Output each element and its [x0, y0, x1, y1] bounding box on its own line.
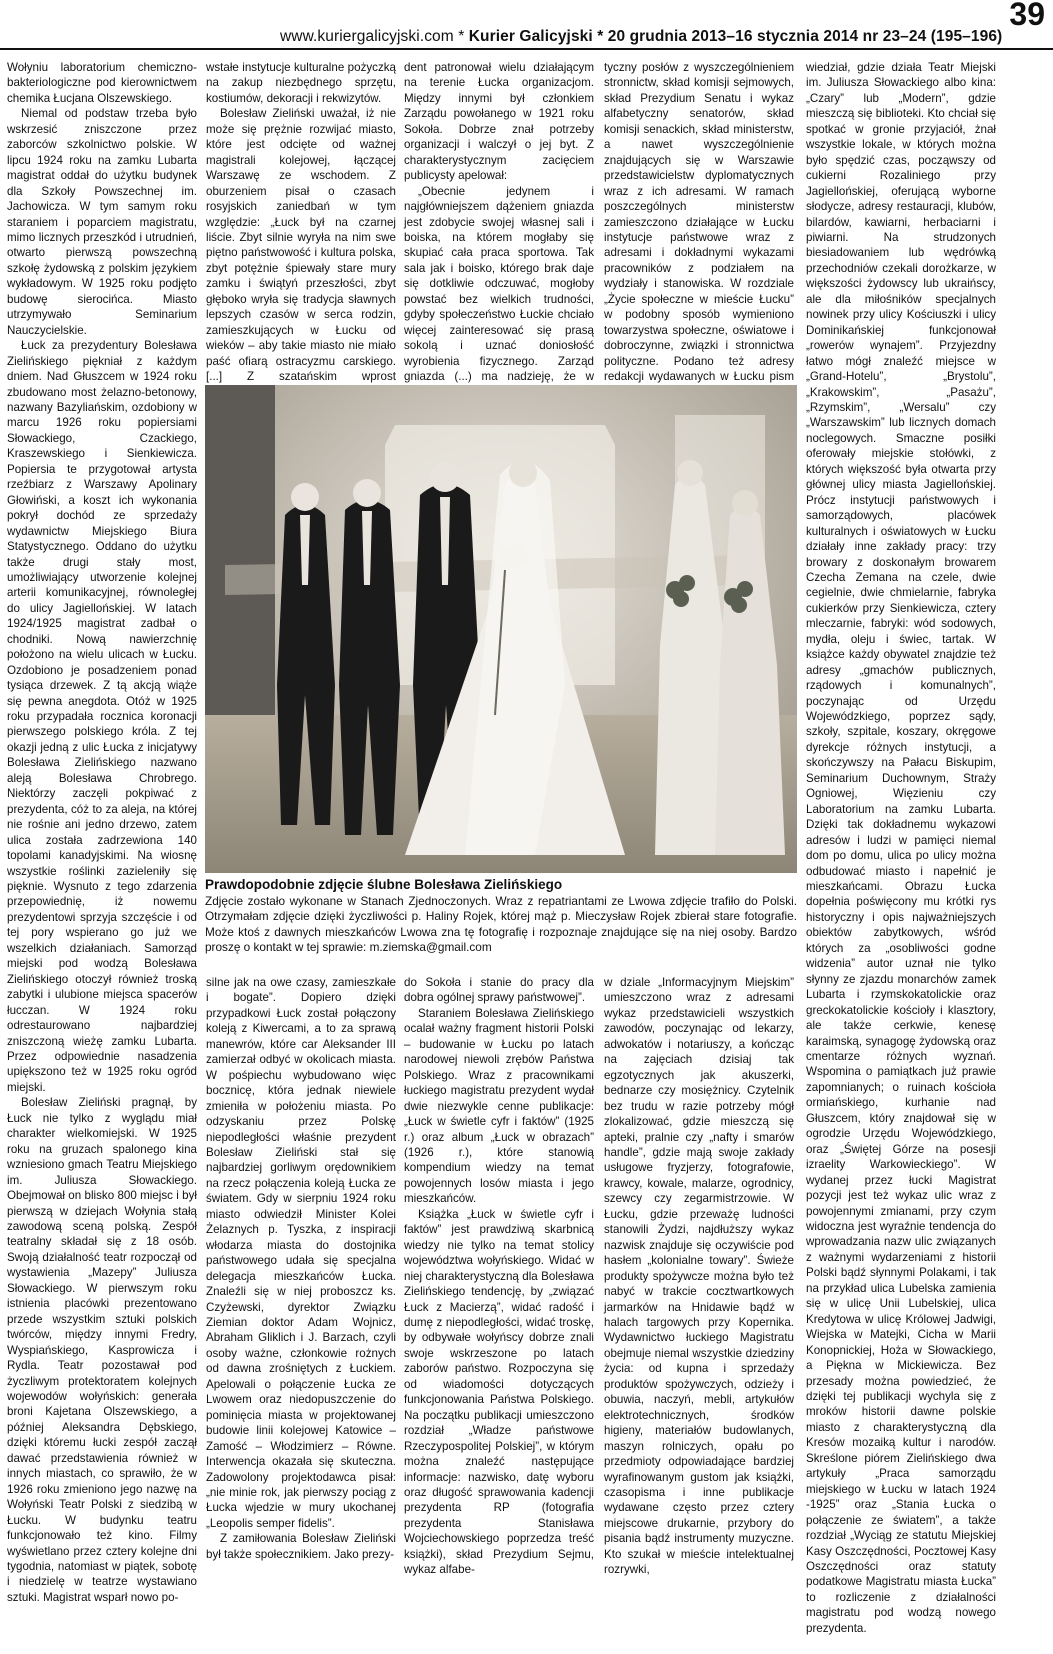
article-column-4-top: [604, 60, 794, 384]
wedding-photo-illustration: [205, 385, 797, 873]
article-column-1: [7, 60, 197, 1650]
article-column-4-bottom: [604, 975, 794, 1650]
article-column-2-bottom: [206, 975, 396, 1650]
page-number: 39: [1009, 0, 1045, 32]
paragraph: dent patronował wielu działającym na terenie Łucka organizacjom. Między innymi był członkiem Zarządu powołanego w 1921 roku Sokoła. Dobrze znał potrzeby organizacji i walczył o jej byt. Z charakterystycznym zacięciem publicysty apelował:: [404, 61, 594, 183]
paragraph: Bolesław Zieliński uważał, iż nie może się prężnie rozwijać miasto, które jest odcięte od ważnej magistrali kolejowej, łączącej Warszawę ze wschodem. Z oburzeniem pisał o czasach rosyjskich zaniedbań w tym względzie: „Łuck był na czarnej liście. Zbyt silnie wyryła na nim swe piętno państwowość i kultura polska, zbyt potężnie śpiewały stare mury zamku i świątyń przeszłości, zbyt głęboko wryła się tradycja sławnych lepszych czasów w serca rodzin, zamieszkujących w Łucku od wieków – aby takie miasto nie miało paść ofiarą ostracyzmu carskiego. [...] Z szatańskim wprost: [206, 107, 396, 384]
paragraph: Z zamiłowania Bolesław Zieliński był także społecznikiem. Jako prezy-: [206, 1532, 396, 1561]
caption-title: Prawdopodobnie zdjęcie ślubne Bolesława Zielińskiego: [205, 877, 563, 892]
paragraph: silne jak na owe czasy, zamieszkałe i bogate”. Dopiero dzięki przypadkowi Łuck został połączony koleją z Kiwercami, a to za sprawą manewrów, które car Aleksander III zamierzał odbyć w okolicach miasta. W pośpiechu wybudowano więc bocznicę, która jednak niewiele zmieniła w położeniu miasta. Po odzyskaniu przez Polskę niepodległości właśnie prezydent Bolesław Zieliński stał się najbardziej gorliwym orędownikiem na rzecz połączenia koleją Łucka ze światem. Gdy w sierpniu 1924 roku miasto odwiedził Minister Kolei Żelaznych p. Tyszka, z inspiracji włodarza miasta do dostojnika państwowego udała się specjalna delegacja mieszkańców Łucka. Znaleźli się w niej proboszcz ks. Czyżewski, dyrektor Związku Ziemian doktor Adam Wojnicz, Abraham Gliklich i J. Barzach, czyli osoby ważne, członkowie rożnych od dawna zrośniętych z Łuckiem. Apelowali o połączenie Łucka ze Lwowem oraz niedopuszczenie do pominięcia miasta w projektowanej budowie linii kolejowej Katowice – Zamość – Włodzimierz – Równe. Interwencja okazała się skuteczna. Zadowolony projektodawca pisał: „nie minie rok, jak pierwszy pociąg z Łucka wjedzie w mury ukochanej „Leopolis semper fidelis”.: [206, 976, 396, 1530]
wedding-photo: [205, 385, 797, 873]
paragraph: Książka „Łuck w świetle cyfr i faktów” jest prawdziwą skarbnicą wiedzy nie tylko na temat stolicy województwa wołyńskiego. Widać w niej charakterystyczną dla Bolesława Zielińskiego tendencję, by „związać Łuck z Macierzą”, widać radość i dumę z niepodległości, widać troskę, by odbywałe wołyńscy dobrze znali swoje wskrzeszone po latach zaborów państwo. Rozpoczyna się od wiadomości dotyczących funkcjonowania Państwa Polskiego. Na początku publikacji umieszczono rozdział „Władze państwowe Rzeczypospolitej Polskiej”, w którym można znaleźć następujące informacje: nazwisko, datę wyboru oraz długość sprawowania kadencji prezydenta RP (fotografia prezydenta Stanisława Wojciechowskiego poprzedza treść książki), skład Prezydium Sejmu, wykaz alfabe-: [404, 1207, 594, 1577]
paragraph: wiedział, gdzie działa Teatr Miejski im. Juliusza Słowackiego albo kina: „Czary” lub „Modern”, gdzie mieszczą się biblioteki. Kto chciał się spotkać w gronie przyjaciół, żnał wszystkie lokale, w których można było spędzić czas, począwszy od cukierni Rozaliniego przy Jagiellońskiej, oferującą wyborne słodycze, adresy restauracji, klubów, bilardów, kawiarni, herbaciarni i piwiarni. Na strudzonych biesiadowaniem lub wędrówką przechodniów czekali dorożkarze, w większości żydowscy lub ukraińscy, ale dla miłośników specjalnych nowinek przy ulicy Kościuszki i ulicy Dominikańskiej funkcjonował „rowerów wynajem”. Przyjezdny łatwo mógł znaleźć miejsce w „Grand-Hotelu”, „Brystolu”, „Krakowskim”, „Pasażu”, „Rzymskim”, „Wersalu” czy „Warszawskim” lub licznych domach noclegowych. Smaczne posiłki oferowały miejskie stołówki, z których większość była otwarta przy głównej ulicy miasta Jagiellońskiej. Prócz instytucji państwowych i samorządowych, placówek kulturalnych i oświatowych w Łucku działały inne zakłady pracy: trzy browary z doskonałym browarem Czecha Zemana na czele, dwie cegielnie, dwie chmielarnie, fabryka cukierków przy Sienkiewicza, cztery mleczarnie, fabryki: wód sodowych, mydła, oleju i świec, tartak. W książce każdy obywatel znajdzie też adresy „gmachów publicznych, rządowych i komunalnych”, poczynając od Urzędu Wojewódzkiego, poprzez sądy, szkoły, szpitale, koszary, okręgowe dyrekcje różnych instytucji, a skończywszy na Pałacu Biskupim, Seminarium Duchownym, Straży Ogniowej, Więzieniu czy Laboratorium na zamku Lubarta. Dzięki tak dokładnemu wykazowi adresów i ludzi w pamięci niemal dom po domu, ulica po ulicy można odbudować miasto i napełnić je mieszkańcami. Obrazu Łucka dopełnia poświęcony mu krótki rys historyczny i opis najważniejszych obiektów zabytkowych, wśród których za „osobliwości godne widzenia” autor uznał nie tylko słynny ze zjazdu monarchów zamek Lubarta i rzymskokatolickie oraz greckokatolickie kościoły i klasztory, ale także cerkwie, kenesę karaimską, synagogę żydowską oraz cmentarze różnych wyznań. Wspomina o pamiątkach już prawie zapomnianych; o ruinach kościoła ormiańskiego, kurhanie nad Głuszcem, który znajdował się w ogrodzie Urzędu Wojewódzkiego, oraz „Świętej Górze na posesji izraelity Warkowieckiego”. W wydanej przez łucki Magistrat pozycji jest też wykaz ulic wraz z powojennymi zmianami, przy czym widoczna jest wyraźnie tendencja do wprowadzania nazw ulic związanych z ważnymi wydarzeniami z historii Polski bądź słynnymi Polakami, i tak na przykład ulica Lubelska zamienia się w ulicę Unii Lubelskiej, ulica Kredytowa w ulicę Królowej Jadwigi, Wiejska w Matejki, Cicha w Marii Konopnickiej, Hoża w Słowackiego, a Piękna w Mickiewicza. Bez przesady można powiedzieć, że dzięki tej publikacji wychyla się z mroków historii dawne polskie miasto z charakterystyczną dla Kresów mozaiką kultur i narodów. Skreślone piórem Zielińskiego dwa artykuły „Praca samorządu miejskiego w Łucku w latach 1924 -1925” oraz „Stania Łucka o połączenie ze światem”, a także rozdział „Wyciąg ze statutu Miejskiej Kasy Oszczędności, Pocztowej Kasy Oszczędności oraz statuty podatkowe Magistratu miasta Łucka” to rozliczenie z działalności magistratu pod wodzą nowego prezydenta.: [806, 61, 996, 1635]
site-url[interactable]: www.kuriergalicyjski.com: [280, 28, 454, 45]
header-rule: [0, 48, 1053, 50]
issue-info: Kurier Galicyjski * 20 grudnia 2013–16 stycznia 2014 nr 23–24 (195–196): [468, 28, 1003, 45]
paragraph: do Sokoła i stanie do pracy dla dobra ogólnej sprawy państwowej”.: [404, 976, 594, 1005]
page-header: [0, 0, 1053, 50]
paragraph: Łuck za prezydentury Bolesława Zielińskiego piękniał z każdym dniem. Nad Głuszcem w 1924 roku zbudowano most żelazno-betonowy, nazwany Bazyliańskim, ozdobiony w marcu 1926 roku popiersiami Słowackiego, Czackiego, Kraszewskiego i Sienkiewicza. Popiersia te przygotował artysta rzeźbiarz z Warszawy Apolinary Głowiński, a koszt ich wykonania pokrył dochód ze sprzedaży wydawnictw Miejskiego Biura Statystycznego. Oddano do użytku także drugi stały most, umożliwiający utworzenie kolejnej arterii komunikacyjnej, równoległej do ulicy Jagiellońskiej. W latach 1924/1925 magistrat zadbał o chodniki. Nową nawierzchnię położono na wielu ulicach w Łucku. Ozdobiono je posadzeniem ponad tysiąca drzewek. Z tą akcją wiąże się pewna anegdota. Otóż w 1925 roku przypadała rocznica koronacji pierwszego polskiego króla. Z tej okazji jedną z ulic Łucka z inicjatywy Bolesława Zielińskiego nazwano aleją Bolesława Chrobrego. Niektórzy zaczęli pokpiwać z prezydenta, cóż to za aleja, na której nie rośnie ani jedno drzewo, zatem ulica została zadrzewiona 140 topolami kanadyjskimi. Na wiosnę wszystkie roślinki zazieleniły się pięknie. Wysnuto z tego zdarzenia przepowiednię, iż nowemu prezydentowi sprzyja szczęście i od tej pory wspierano go już we wszelkich działaniach. Samorząd miejski pod wodzą Bolesława Zielińskiego otoczył również troską zabytki i ulubione miejsca spacerów łucczan. W 1924 roku odrestaurowano najbardziej zniszczoną wieżę zamku Lubarta. Przez odpowiednie nasadzenia upiększono też w 1925 roku ogród miejski.: [7, 339, 197, 1094]
paragraph: wstałe instytucje kulturalne pożyczką na zakup niezbędnego sprzętu, kostiumów, dekoracji i rekwizytów.: [206, 61, 396, 105]
photo-caption: [205, 877, 797, 956]
article-column-5: [806, 60, 996, 1650]
header-line: [280, 28, 1002, 46]
article-column-3-top: [404, 60, 594, 384]
article-column-3-bottom: [404, 975, 594, 1650]
paragraph: w dziale „Informacyjnym Miejskim” umieszczono wraz z adresami wykaz przedstawicieli wszystkich zawodów, poczynając od lekarzy, adwokatów i notariuszy, a kończąc na zajęciach dzisiaj tak egzotycznych jak akuszerki, bednarze czy mosiężnicy. Czytelnik bez trudu w razie potrzeby mógł zlokalizować, gdzie mieszczą się apteki, pralnie czy „nafty i smarów handle”, gdzie mają swoje zakłady usługowe fryzjerzy, fotografowie, krawcy, kowale, malarze, ogrodnicy, szewcy czy zegarmistrzowie. W Łucku, gdzie przeważę ludności stanowili Żydzi, najdłuższy wykaz nazwisk znajduje się oczywiście pod hasłem „kolonialne towary”. Świeże produkty spożywcze można było też nabyć w trakcie cocztwartkowych jarmarków na Hnidawie bądź w halach targowych przy Kopernika. Wydawnictwo łuckiego Magistratu obejmuje niemal wszystkie dziedziny życia: od kupna i sprzedaży produktów spożywczych, odzieży i obuwia, naczyń, mebli, artykułów elektrotechnicznych, środków higieny, materiałów budowlanych, maszyn rolniczych, opału po przedmioty odpowiadające bardziej wyrafinowanym gustom jak książki, czasopisma i inne publikacje wydawane często przez cztery miejscowe drukarnie, przybory do pisania bądź instrumenty muzyczne. Kto szukał w mieście intelektualnej rozrywki,: [604, 976, 794, 1577]
article-column-2-top: [206, 60, 396, 384]
paragraph: Niemal od podstaw trzeba było wskrzesić zniszczone przez zaborców szkolnictwo polskie. W lipcu 1924 roku na zamku Lubarta magistrat oddał do użytku budynek dla Szkoły Powszechnej im. Jachowicza. W tym samym roku staraniem i poparciem magistratu, mimo licznych przeszkód i utrudnień, otwarto pierwszą powszechną szkołę żydowską z polskim językiem wykładowym. W 1925 roku podjęto budowę sierocińca. Miasto utrzymywało Seminarium Nauczycielskie.: [7, 107, 197, 337]
paragraph: tyczny posłów z wyszczególnieniem stronnictw, skład komisji sejmowych, skład Prezydium Senatu i wykaz alfabetyczny senatorów, skład komisji senackich, skład ministerstw, a nawet wyszczególnienie znajdujących się w Warszawie przedstawicielstw dyplomatycznych wraz z ich adresami. W ramach poszczególnych ministerstw zamieszczono działające w Łucku instytucje państwowe wraz z adresami i dokładnymi wykazami pracowników z podziałem na wydziały i stanowiska. W rozdziale „Życie społeczne w mieście Łucku” w podobny sposób wymieniono towarzystwa społeczne, oświatowe i dobroczynne, związki i stronnictwa polityczne. Podano też adresy redakcji wydawanych w Łucku pism: [604, 61, 794, 384]
paragraph: Wołyniu laboratorium chemiczno-bakteriologiczne pod kierownictwem chemika Łucjana Olszewskiego.: [7, 61, 197, 105]
paragraph: Bolesław Zieliński pragnął, by Łuck nie tylko z wyglądu miał charakter wielkomiejski. W 1925 roku na gruzach spalonego kina wzniesiono gmach Teatru Miejskiego im. Juliusza Słowackiego. Obejmował on blisko 800 miejsc i był pierwszą w dziejach Wołynia stałą zawodową sceną polską. Zespół teatralny składał się z 18 osób. Swoją działalność teatr rozpoczął od wystawienia „Mazepy” Juliusza Słowackiego. W pierwszym roku istnienia placówki prezentowano przede wszystkim sztuki polskich twórców, między innymi Fredry, Wyspiańskiego, Kasprowicza i Rydla. Teatr pozostawał pod życzliwym protektoratem kolejnych wojewodów wołyńskich: generała broni Kajetana Olszewskiego, a później Aleksandra Dębskiego, dzięki któremu łucki zespół zaczął dawać przedstawienia również w innych miastach, co sprawiło, że w 1926 roku zmieniono jego nazwę na Wołyński Teatr Polski z siedzibą w Łucku. W budynku teatru funkcjonowało też kino. Filmy wyświetlano przez cztery kolejne dni tygodnia, natomiast w piątek, sobotę i niedzielę w teatrze wystawiano sztuki. Magistrat wsparł nowo po-: [7, 1096, 197, 1604]
caption-text: Zdjęcie zostało wykonane w Stanach Zjednoczonych. Wraz z repatriantami ze Lwowa zdjęcie trafiło do Polski. Otrzymałam zdjęcie dzięki życzliwości p. Haliny Rojek, której mąż p. Mieczysław Rojek zbierał stare fotografie. Może ktoś z dawnych mieszkańców Lwowa zna tę fotografię i rozpoznaje znajdujące się na niej osoby. Bardzo proszę o kontakt w tej sprawie: m.ziemska@gmail.com: [205, 893, 797, 955]
header-separator: *: [453, 28, 469, 45]
paragraph: Staraniem Bolesława Zielińskiego ocalał ważny fragment historii Polski – budowanie w Łucku po latach narodowej niewoli zrębów Państwa Polskiego. Wraz z pracownikami łuckiego magistratu prezydent wydał dwie niezwykle cenne publikacje: „Łuck w świetle cyfr i faktów” (1925 r.) oraz album „Łuck w obrazach” (1926 r.), które stanowią kompendium wiedzy na temat powojennych losów miasta i jego mieszkańców.: [404, 1006, 594, 1206]
quote-paragraph: „Obecnie jedynem i najgłówniejszem dążeniem gniazda jest zdobycie swojej własnej sali i boiska, na którem mogłaby się skupiać cała praca sportowa. Tak sala jak i boisko, którego brak daje się dotkliwie odczuwać, mogłoby powstać bez wielkich trudności, gdyby społeczeństwo Łuckie chciało więcej zainteresować się prasą sokolą i uznać doniosłość wyrobienia fizycznego. Zarząd gniazda (...) ma nadzieję, że w: [404, 184, 594, 384]
